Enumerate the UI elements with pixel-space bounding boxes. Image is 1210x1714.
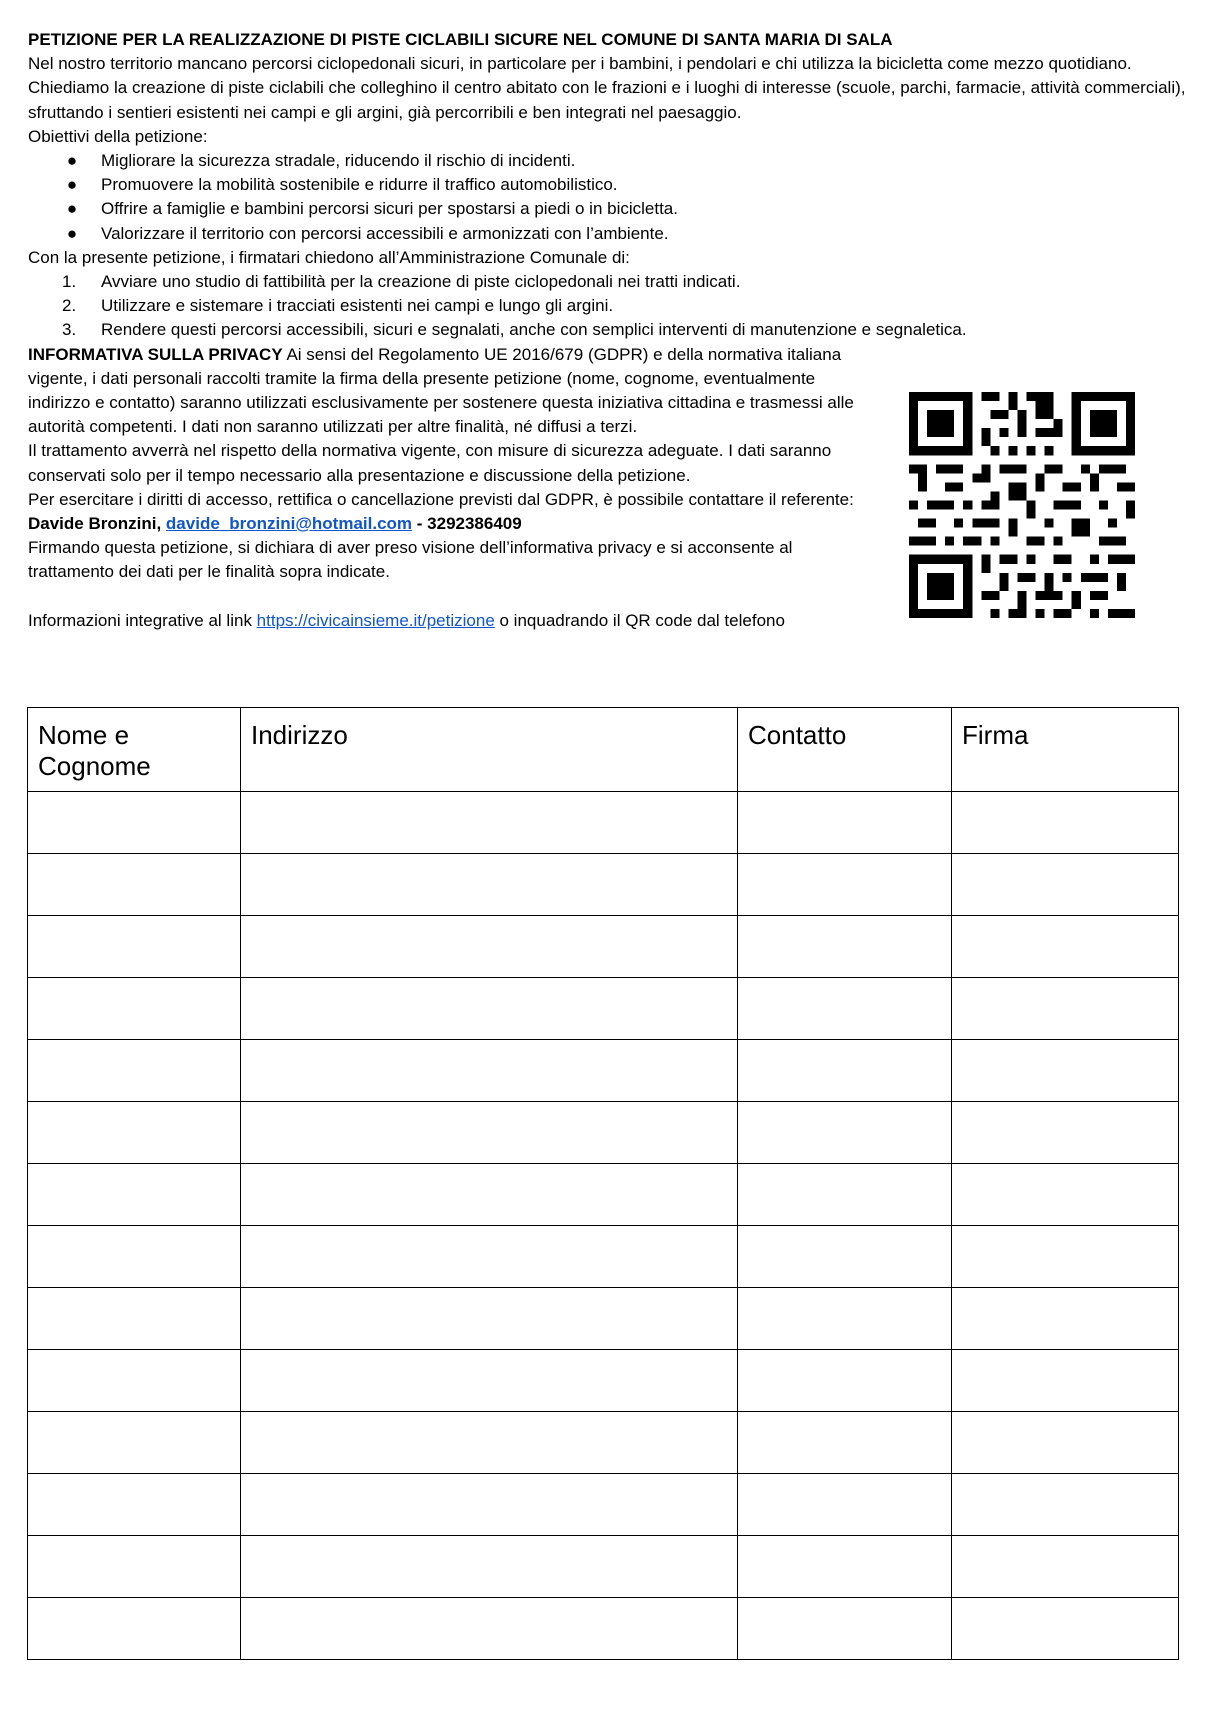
cell-name[interactable] <box>28 854 241 916</box>
contact-line <box>28 512 858 536</box>
table-row <box>28 1474 1179 1536</box>
cell-name[interactable] <box>28 1164 241 1226</box>
cell-contact[interactable] <box>738 854 952 916</box>
cell-contact[interactable] <box>738 1598 952 1660</box>
qr-modules <box>909 392 1135 618</box>
contact-email-link[interactable]: davide_bronzini@hotmail.com <box>165 514 413 534</box>
cell-address[interactable] <box>241 1536 738 1598</box>
contact-name: Davide Bronzini, <box>28 514 166 534</box>
bullet-icon: ● <box>66 223 78 243</box>
cell-address[interactable] <box>241 1288 738 1350</box>
privacy-paragraph: Il trattamento avverrà nel rispetto della normativa vigente, con misure di sicurezza adeguate. I dati saranno conservati solo per il tempo necessario alla presentazione e discussione della petizione. <box>28 441 832 485</box>
petition-intro: Nel nostro territorio mancano percorsi ciclopedonali sicuri, in particolare per i bambini, i pendolari e chi utilizza la bicicletta come mezzo quotidiano. Chiediamo la creazione di piste ciclabili che colleghino il centro abitato con le frazioni e i luoghi di interesse (scuole, parchi, farmacie, attività commerciali), sfruttando i sentieri esistenti nei campi e gli argini, già percorribili e ben integrati nel paesaggio. <box>28 54 1186 122</box>
table-row <box>28 1040 1179 1102</box>
cell-contact[interactable] <box>738 1350 952 1412</box>
cell-name[interactable] <box>28 916 241 978</box>
table-row <box>28 1598 1179 1660</box>
cell-name[interactable] <box>28 1040 241 1102</box>
table-row <box>28 854 1179 916</box>
table-row <box>28 1164 1179 1226</box>
cell-signature[interactable] <box>952 1288 1179 1350</box>
cell-name[interactable] <box>28 1536 241 1598</box>
cell-address[interactable] <box>241 978 738 1040</box>
table-row <box>28 1102 1179 1164</box>
cell-address[interactable] <box>241 1598 738 1660</box>
cell-address[interactable] <box>241 916 738 978</box>
cell-contact[interactable] <box>738 1536 952 1598</box>
table-row <box>28 792 1179 854</box>
signature-table <box>27 707 1179 1660</box>
list-item: 2. Utilizzare e sistemare i tracciati esistenti nei campi e lungo gli argini. <box>62 296 614 316</box>
requests-list <box>28 270 1188 343</box>
cell-address[interactable] <box>241 1102 738 1164</box>
cell-contact[interactable] <box>738 1412 952 1474</box>
table-row <box>28 916 1179 978</box>
cell-address[interactable] <box>241 792 738 854</box>
privacy-paragraph: INFORMATIVA SULLA PRIVACY Ai sensi del Regolamento UE 2016/679 (GDPR) e della normativa italiana vigente, i dati personali raccolti tramite la firma della presente petizione (nome, cognome, eventualmente indirizzo e contatto) saranno utilizzati esclusivamente per sostenere questa iniziativa cittadina e trasmessi alle autorità competenti. I dati non saranno utilizzati per altre finalità, né diffusi a terzi. <box>28 344 854 437</box>
list-item: ● Valorizzare il territorio con percorsi accessibili e armonizzati con l’ambiente. <box>28 222 1188 246</box>
table-row <box>28 1226 1179 1288</box>
cell-signature[interactable] <box>952 916 1179 978</box>
cell-name[interactable] <box>28 1350 241 1412</box>
bullet-icon: ● <box>66 199 78 219</box>
cell-contact[interactable] <box>738 1474 952 1536</box>
list-item: ● Migliorare la sicurezza stradale, riducendo il rischio di incidenti. <box>28 149 1188 173</box>
privacy-notice <box>28 343 858 585</box>
list-item: 1. Avviare uno studio di fattibilità per la creazione di piste ciclopedonali nei tratti indicati. <box>62 272 741 292</box>
list-item: ● Promuovere la mobilità sostenibile e ridurre il traffico automobilistico. <box>28 173 1188 197</box>
column-header-contact: Contatto <box>738 708 952 792</box>
cell-signature[interactable] <box>952 1164 1179 1226</box>
cell-address[interactable] <box>241 1474 738 1536</box>
cell-name[interactable] <box>28 1288 241 1350</box>
petition-link[interactable]: https://civicainsieme.it/petizione <box>256 610 495 630</box>
cell-signature[interactable] <box>952 1598 1179 1660</box>
cell-signature[interactable] <box>952 1412 1179 1474</box>
cell-contact[interactable] <box>738 1226 952 1288</box>
table-header-row <box>28 708 1179 792</box>
list-item: ● Offrire a famiglie e bambini percorsi sicuri per spostarsi a piedi o in bicicletta. <box>28 197 1188 221</box>
signature-rows <box>28 792 1179 1660</box>
cell-signature[interactable] <box>952 978 1179 1040</box>
cell-contact[interactable] <box>738 792 952 854</box>
cell-name[interactable] <box>28 792 241 854</box>
cell-contact[interactable] <box>738 916 952 978</box>
cell-contact[interactable] <box>738 1102 952 1164</box>
column-header-signature: Firma <box>952 708 1179 792</box>
privacy-paragraph: Per esercitare i diritti di accesso, rettifica o cancellazione previsti dal GDPR, è possibile contattare il referente: <box>28 489 854 509</box>
cell-address[interactable] <box>241 1350 738 1412</box>
cell-address[interactable] <box>241 1164 738 1226</box>
cell-signature[interactable] <box>952 1226 1179 1288</box>
cell-signature[interactable] <box>952 1474 1179 1536</box>
table-row <box>28 1350 1179 1412</box>
cell-signature[interactable] <box>952 1040 1179 1102</box>
cell-name[interactable] <box>28 1412 241 1474</box>
table-row <box>28 1412 1179 1474</box>
cell-address[interactable] <box>241 1226 738 1288</box>
requests-heading: Con la presente petizione, i firmatari chiedono all’Amministrazione Comunale di: <box>28 247 630 267</box>
cell-name[interactable] <box>28 1598 241 1660</box>
cell-name[interactable] <box>28 1474 241 1536</box>
cell-name[interactable] <box>28 1226 241 1288</box>
cell-address[interactable] <box>241 1040 738 1102</box>
consent-paragraph: Firmando questa petizione, si dichiara di aver preso visione dell’informativa privacy e si acconsente al trattamento dei dati per le finalità sopra indicate. <box>28 538 793 582</box>
cell-address[interactable] <box>241 1412 738 1474</box>
cell-signature[interactable] <box>952 1536 1179 1598</box>
cell-signature[interactable] <box>952 1350 1179 1412</box>
cell-contact[interactable] <box>738 1040 952 1102</box>
cell-contact[interactable] <box>738 1288 952 1350</box>
cell-signature[interactable] <box>952 854 1179 916</box>
cell-name[interactable] <box>28 1102 241 1164</box>
privacy-heading: INFORMATIVA SULLA PRIVACY <box>28 344 283 364</box>
list-item: 3. Rendere questi percorsi accessibili, sicuri e segnalati, anche con semplici interventi di manutenzione e segnaletica. <box>62 320 967 340</box>
column-header-name: Nome e Cognome <box>28 708 241 792</box>
cell-address[interactable] <box>241 854 738 916</box>
qr-code-icon[interactable] <box>909 392 1135 618</box>
cell-signature[interactable] <box>952 792 1179 854</box>
contact-phone: - 3292386409 <box>412 514 522 534</box>
cell-name[interactable] <box>28 978 241 1040</box>
bullet-icon: ● <box>66 175 78 195</box>
table-row <box>28 1288 1179 1350</box>
cell-signature[interactable] <box>952 1102 1179 1164</box>
column-header-address: Indirizzo <box>241 708 738 792</box>
cell-contact[interactable] <box>738 978 952 1040</box>
petition-title: PETIZIONE PER LA REALIZZAZIONE DI PISTE CICLABILI SICURE NEL COMUNE DI SANTA MARIA DI SALA <box>28 30 893 49</box>
table-row <box>28 1536 1179 1598</box>
objectives-heading: Obiettivi della petizione: <box>28 126 208 146</box>
objectives-list <box>28 149 1188 246</box>
bullet-icon: ● <box>66 151 78 171</box>
info-line: Informazioni integrative al link https://civicainsieme.it/petizione o inquadrando il QR code dal telefono <box>28 610 785 630</box>
cell-contact[interactable] <box>738 1164 952 1226</box>
table-row <box>28 978 1179 1040</box>
